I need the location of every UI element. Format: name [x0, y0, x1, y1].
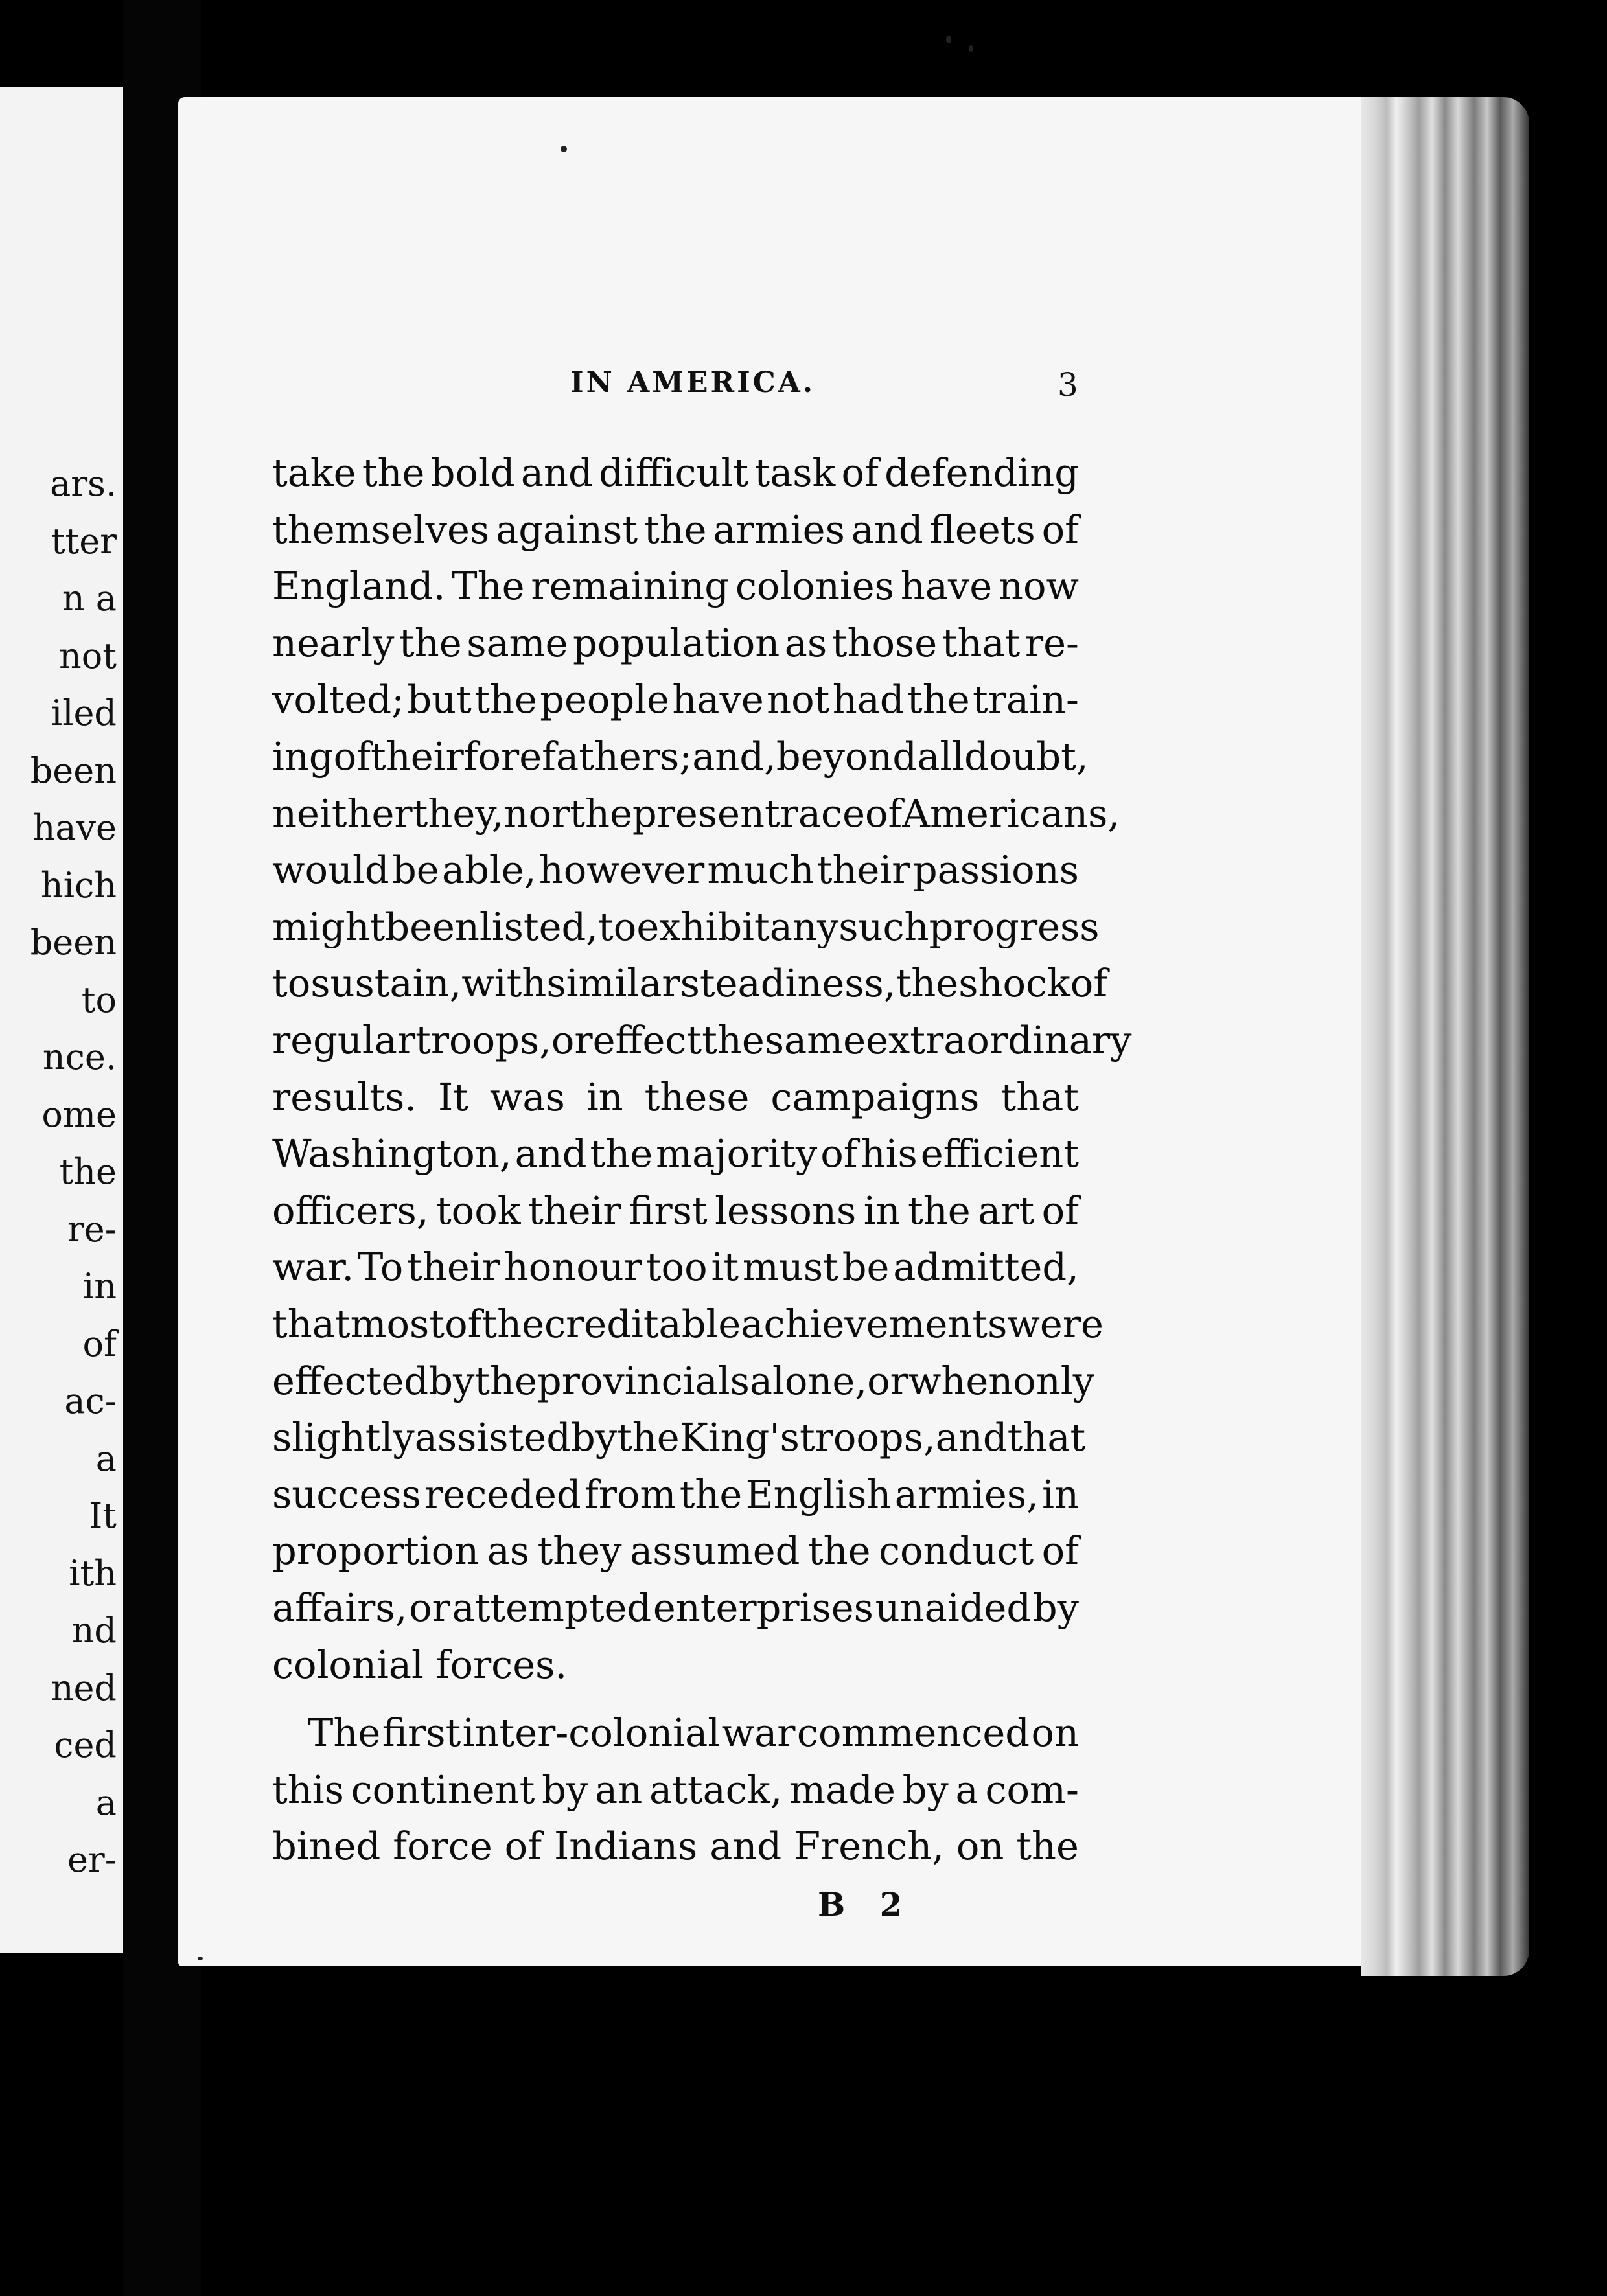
page-block-edges — [1361, 97, 1529, 1976]
text-line: nearly the same population as those that re- — [272, 620, 1079, 665]
text-line: The first inter-colonial war commenced on — [308, 1710, 1079, 1756]
left-page-line-fragment: er- — [67, 1839, 117, 1880]
text-line: results. It was in these campaigns that — [272, 1074, 1079, 1119]
running-head: IN AMERICA. — [570, 366, 816, 399]
facing-page-fragment — [0, 87, 123, 1953]
left-page-line-fragment: a — [95, 1782, 117, 1823]
text-line: success receded from the English armies, in — [272, 1471, 1079, 1517]
left-page-line-fragment: ced — [54, 1725, 117, 1765]
left-page-line-fragment: the — [59, 1151, 117, 1192]
text-line: neither they, nor the present race of Americans, — [272, 790, 1120, 836]
left-page-line-fragment: been — [30, 922, 117, 963]
signature-mark: B 2 — [818, 1885, 914, 1923]
text-line: take the bold and difficult task of defending — [272, 450, 1079, 495]
text-line: might be enlisted, to exhibit any such progress — [272, 904, 1100, 949]
text-line: bined force of Indians and French, on the — [272, 1824, 1079, 1869]
text-line: volted; but the people have not had the train- — [272, 677, 1079, 722]
text-line: that most of the creditable achievements were — [272, 1302, 1104, 1346]
text-line: this continent by an attack, made by a com- — [272, 1767, 1079, 1812]
text-line: would be able, however much their passions — [272, 847, 1079, 893]
left-page-line-fragment: It — [88, 1495, 117, 1536]
text-line: affairs, or attempted enterprises unaided by — [272, 1585, 1079, 1630]
left-page-line-fragment: in — [82, 1266, 117, 1307]
left-page-line-fragment: not — [59, 635, 117, 676]
text-line: themselves against the armies and fleets of — [272, 507, 1079, 552]
dust-speck — [561, 146, 567, 152]
text-line: regular troops, or effect the same extraordinary — [272, 1018, 1132, 1062]
left-page-line-fragment: nce. — [42, 1037, 117, 1077]
left-page-line-fragment: iled — [51, 693, 117, 733]
left-page-line-fragment: of — [82, 1323, 117, 1364]
left-page-line-fragment: ned — [51, 1667, 117, 1708]
text-line: proportion as they assumed the conduct of — [272, 1528, 1079, 1574]
text-line: England. The remaining colonies have now — [272, 564, 1079, 609]
text-line: ing of their forefathers; and, beyond all doubt, — [272, 734, 1089, 779]
dust-speck — [198, 1957, 203, 1960]
dust-speck — [946, 36, 951, 43]
text-line: effected by the provincials alone, or when only — [272, 1358, 1094, 1403]
text-line: officers, took their first lessons in the art of — [272, 1188, 1079, 1233]
left-page-line-fragment: ome — [41, 1094, 117, 1135]
left-page-line-fragment: nd — [71, 1610, 117, 1651]
text-line: slightly assisted by the King's troops, and that — [272, 1415, 1086, 1460]
left-page-line-fragment: a — [95, 1438, 117, 1479]
left-page-line-fragment: ith — [69, 1552, 117, 1594]
text-line: war. To their honour too it must be admitted, — [272, 1245, 1079, 1290]
text-line: to sustain, with similar steadiness, the shock of — [272, 961, 1108, 1006]
left-page-line-fragment: ac- — [64, 1381, 117, 1421]
text-line: Washington, and the majority of his efficient — [272, 1131, 1079, 1177]
left-page-line-fragment: tter — [51, 520, 117, 562]
left-page-line-fragment: re- — [67, 1208, 117, 1250]
text-line: colonial forces. — [272, 1642, 568, 1687]
left-page-line-fragment: n a — [62, 578, 117, 619]
dust-speck — [969, 45, 973, 52]
page-number: 3 — [1058, 366, 1078, 404]
left-page-line-fragment: have — [32, 807, 117, 848]
left-page-line-fragment: been — [30, 750, 117, 791]
left-page-line-fragment: to — [81, 979, 117, 1020]
left-page-line-fragment: hich — [40, 864, 117, 906]
left-page-line-fragment: ars. — [50, 463, 117, 504]
